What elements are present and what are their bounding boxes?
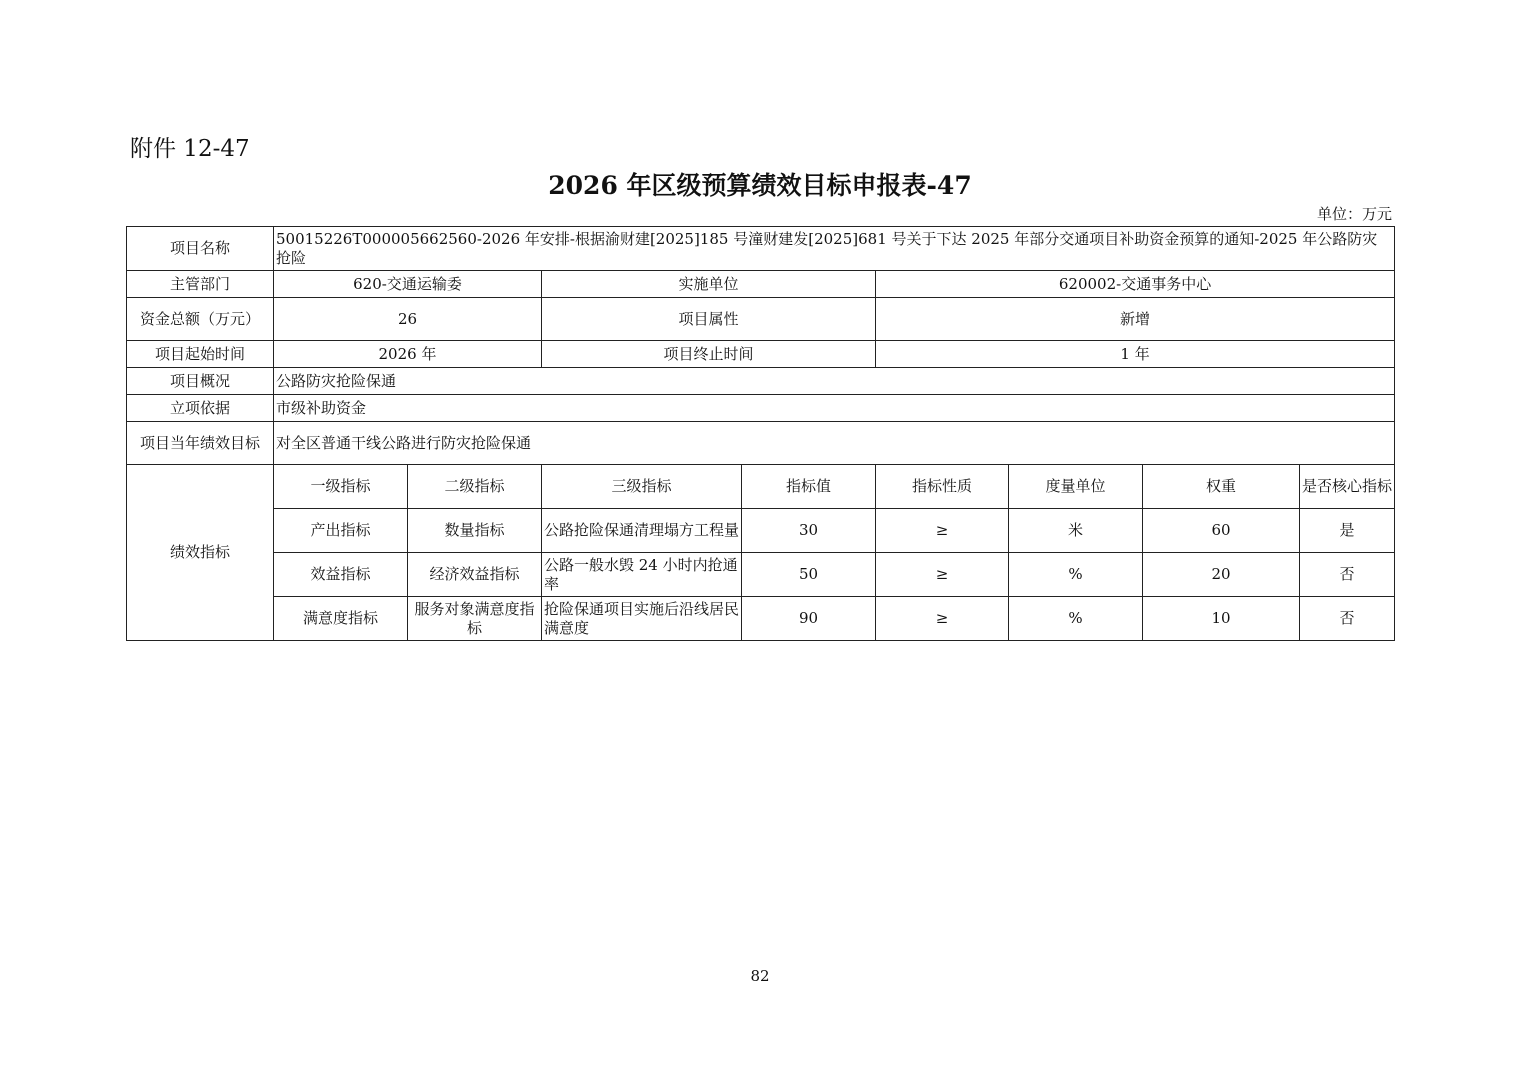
unit-cell: % (1009, 597, 1143, 641)
total-funds-label: 资金总额（万元） (127, 298, 274, 341)
core-cell: 否 (1300, 597, 1395, 641)
header-level1: 一级指标 (274, 465, 408, 509)
weight-cell: 20 (1143, 553, 1300, 597)
level3-cell: 抢险保通项目实施后沿线居民满意度 (542, 597, 742, 641)
department-label: 主管部门 (127, 271, 274, 298)
implementing-unit-value: 620002-交通事务中心 (876, 271, 1395, 298)
basis-value: 市级补助资金 (274, 395, 1395, 422)
project-attribute-value: 新增 (876, 298, 1395, 341)
level3-cell: 公路一般水毁 24 小时内抢通率 (542, 553, 742, 597)
start-time-value: 2026 年 (274, 341, 542, 368)
core-cell: 是 (1300, 509, 1395, 553)
header-level3: 三级指标 (542, 465, 742, 509)
end-time-label: 项目终止时间 (542, 341, 876, 368)
header-value: 指标值 (742, 465, 876, 509)
level2-cell: 经济效益指标 (408, 553, 542, 597)
project-name-label: 项目名称 (127, 227, 274, 271)
budget-performance-table (126, 226, 1395, 641)
page-title: 2026 年区级预算绩效目标申报表-47 (548, 171, 972, 200)
weight-cell: 60 (1143, 509, 1300, 553)
unit-cell: % (1009, 553, 1143, 597)
level2-cell: 数量指标 (408, 509, 542, 553)
weight-cell: 10 (1143, 597, 1300, 641)
total-funds-value: 26 (274, 298, 542, 341)
table-row (127, 509, 1395, 553)
end-time-value: 1 年 (876, 341, 1395, 368)
level1-cell: 满意度指标 (274, 597, 408, 641)
nature-cell: ≥ (876, 597, 1009, 641)
attachment-label: 附件 12-47 (130, 136, 250, 162)
level3-cell: 公路抢险保通清理塌方工程量 (542, 509, 742, 553)
level1-cell: 效益指标 (274, 553, 408, 597)
header-unit: 度量单位 (1009, 465, 1143, 509)
header-weight: 权重 (1143, 465, 1300, 509)
annual-goal-value: 对全区普通干线公路进行防灾抢险保通 (274, 422, 1395, 465)
implementing-unit-label: 实施单位 (542, 271, 876, 298)
core-cell: 否 (1300, 553, 1395, 597)
overview-label: 项目概况 (127, 368, 274, 395)
value-cell: 30 (742, 509, 876, 553)
unit-cell: 米 (1009, 509, 1143, 553)
unit-label: 单位：万元 (1316, 205, 1392, 223)
start-time-label: 项目起始时间 (127, 341, 274, 368)
indicators-section-label: 绩效指标 (127, 465, 274, 641)
value-cell: 50 (742, 553, 876, 597)
basis-label: 立项依据 (127, 395, 274, 422)
project-attribute-label: 项目属性 (542, 298, 876, 341)
value-cell: 90 (742, 597, 876, 641)
page-number: 82 (750, 967, 770, 985)
indicator-header-row (127, 465, 1395, 509)
level2-cell: 服务对象满意度指标 (408, 597, 542, 641)
header-level2: 二级指标 (408, 465, 542, 509)
annual-goal-label: 项目当年绩效目标 (127, 422, 274, 465)
overview-value: 公路防灾抢险保通 (274, 368, 1395, 395)
department-value: 620-交通运输委 (274, 271, 542, 298)
project-name-value: 50015226T000005662560-2026 年安排-根据渝财建[2025]185 号潼财建发[2025]681 号关于下达 2025 年部分交通项目补助资金预算的通知-2025 年公路防灾抢险 (274, 227, 1395, 271)
level1-cell: 产出指标 (274, 509, 408, 553)
nature-cell: ≥ (876, 553, 1009, 597)
header-nature: 指标性质 (876, 465, 1009, 509)
header-core: 是否核心指标 (1300, 465, 1395, 509)
table-row (127, 597, 1395, 641)
nature-cell: ≥ (876, 509, 1009, 553)
table-row (127, 553, 1395, 597)
